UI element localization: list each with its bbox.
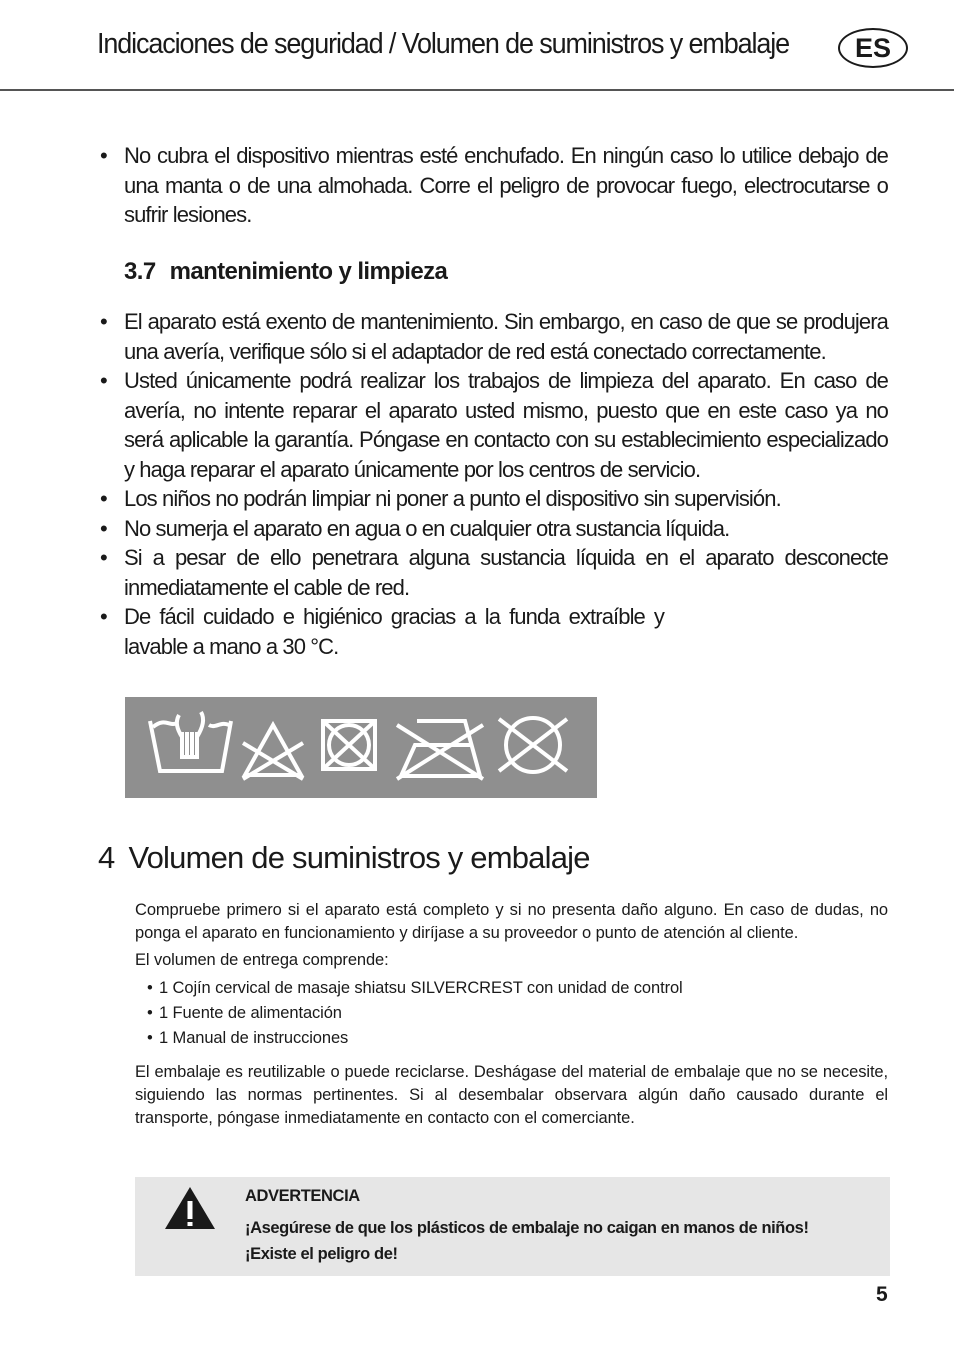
page-number: 5 [876,1283,888,1306]
section-number: 3.7 [124,258,156,285]
list-item: • De fácil cuidado e higiénico gracias a la funda extraíble y lavable a mano a 30 °C. [100,602,664,661]
care-symbols-panel [125,697,597,798]
warning-triangle-icon [163,1185,217,1231]
warning-text: ¡Existe el peligro de! [245,1245,398,1263]
warning-title: ADVERTENCIA [245,1187,360,1205]
list-item: • Los niños no podrán limpiar ni poner a punto el dispositivo sin supervisión. [100,484,888,514]
section-heading-4 [98,840,604,876]
section-title: Volumen de suministros y embalaje [128,840,590,875]
warning-box [135,1177,890,1276]
no-iron-icon [290,697,483,779]
list-item: • No sumerja el aparato en agua o en cualquier otra sustancia líquida. [100,514,888,544]
section-number: 4 [98,840,115,875]
header-divider [0,89,954,91]
section-title: mantenimiento y limpieza [169,258,448,285]
list-item: • 1 Manual de instrucciones [147,1026,888,1051]
language-badge: ES [838,28,908,68]
warning-text: ¡Asegúrese de que los plásticos de embalaje no caigan en manos de niños! [245,1219,809,1237]
list-item: • No cubra el dispositivo mientras esté enchufado. En ningún caso lo utilice debajo de una manta o de una almohada. Corre el peligro de provocar fuego, electrocutarse o sufrir lesiones. [100,141,888,230]
hand-wash-icon [150,712,231,771]
maintenance-bullets [100,307,888,661]
list-item: • El aparato está exento de mantenimiento. Sin embargo, en caso de que se produjera una avería, verifique sólo si el adaptador de red está conectado correctamente. [100,307,888,366]
section-heading-3-7 [124,258,461,286]
list-item: • Usted únicamente podrá realizar los trabajos de limpieza del aparato. En caso de avería, no intente reparar el aparato usted mismo, puesto que en este caso ya no será aplicable la garantía. Póngase en contacto con su establecimiento especializado y haga reparar el aparato únicamente por los centros de servicio. [100,366,888,484]
no-bleach-icon [243,725,303,779]
delivery-label: El volumen de entrega comprende: [135,951,389,969]
no-tumble-dry-icon [323,721,375,769]
list-item: • 1 Fuente de alimentación [147,1001,888,1026]
intro-paragraph: Compruebe primero si el aparato está completo y si no presenta daño alguno. En caso de dudas, no ponga el aparato en funcionamiento y diríjase a su proveedor o punto de atención al cliente. [135,901,888,942]
list-item: • Si a pesar de ello penetrara alguna sustancia líquida en el aparato desconecte inmediatamente el cable de red. [100,543,888,602]
packaging-paragraph: El embalaje es reutilizable o puede reciclarse. Deshágase del material de embalaje que no se necesite, siguiendo las normas pertinentes. Si al desembalar observara algún daño causado durante el transporte, póngase inmediatamente en contacto con el comerciante. [135,1063,888,1127]
safety-bullets [100,141,888,230]
page-header-title: Indicaciones de seguridad / Volumen de suministros y embalaje [97,28,790,60]
delivery-section [135,899,888,1130]
list-item: • 1 Cojín cervical de masaje shiatsu SILVERCREST con unidad de control [147,976,888,1001]
no-dry-clean-icon [499,718,567,772]
